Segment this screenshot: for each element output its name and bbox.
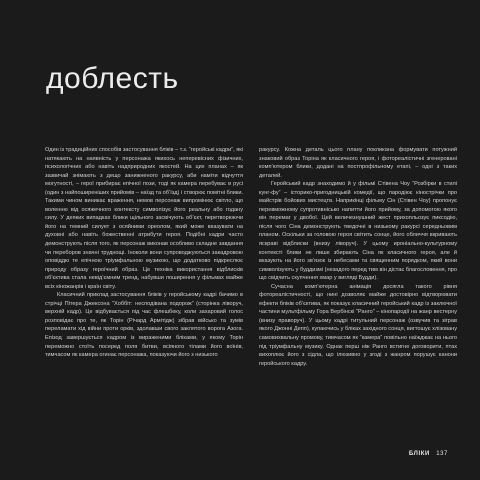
- paragraph: Геройський кадр знаходимо й у фільмі Стівена Чоу “Розбірки в стилі кунг-фу” – історико-пригодницькій комедії, що пародіює кінострічки про майстрів бойових мистецтв. Наприкінці фільму Сін (Стівен Чоу) пропонує перевможному супротивнісько напитти його прийому, за допомогою якого він перемаг у двобої. Цей величезнушний жест прихопльозує пиксодію, після чого Сіна демонструють тведочні в низькому ракурсі середньовим планом. Оскільки за головою героя світить сонце, його обличчя вкривають яскраві відблиски (внизу ліворуч). У цьому ироніально-культурному контексті блики не лише збирають Сіна як класичного героя, але й вказують на його зв’язок із небесами та священним порядком, який вони символізують у буддизмі (незадого перед тим він дістає благословення, про що свідчить скупчення хмар у вигляді Будди).: [259, 181, 457, 282]
- right-text-column: [259, 146, 457, 368]
- paragraph: ракурсу. Кожна деталь цього плану покликана формувати потужний знаковий образ Торіна як класичного героя, і фотореалістичні згенеровані комп’ютером блики, додані на постпрофільному етапі, – одні з таких деталей.: [259, 147, 457, 179]
- left-text-column: [45, 146, 243, 360]
- page-footer: [409, 451, 448, 457]
- page-number: 137: [436, 451, 448, 457]
- paragraph: Один із традиційних способів застосування бліків – т.з. “геройські кадри”, які натякають на наявність у персонажа якихось неперевісних фізичних, психологічних або навіть надприродних якостей. На цих планах – як зазвичай знімають з дещо занижненого ракурсу, аби наміти відчуття могутності, – герої прибирає епічної пози, тоді як камера перебуває в русі (один з найпоширеніших прийомів – наїзд та об’їзд) і створює помітні блики. Такими чином виникає враження, немов персонаж випромінює світло, що воленню від осяжечного контексту символізує його реальну або годану силу. У деяких випадках блики щільного засвічують об’єкт, перетворюючи його на темний силует з осяйними ореолом, який може вказувати на духовні або навіть божественні атрибути героя. Подібні кадри часто демонструють після того, як персонаж виконав особливо складне завдання чи переборов значні труднощі. Іноколи вони супроводжуються закадровою оповіддю те епічною тріумфальною музикою, що додатково підкреслює природу образу героїчний образ. Це техніка використання відблисків об’єктива стала невід’ємним тренд, набувши поширення у фільмах майже всіх кіножанрів і країн світу.: [45, 147, 243, 290]
- paragraph: Сучасна комп’ютерна анімація досягла такого рівня фотореалістичності, що нині дозволяє майже достовірно відтворювати ефекти бліків об’єктива, як показує класичний геройський кадр із заключної частини мультфільму Гора Вербінскі “Ранго” – кінопародії на жанр вестерну (внизу праворуч). У цьому кадрі титульний персонаж (озвучив та зіграв якого Джонні Депп), купаючись у бліках західного сонця, вигтошує хлізовану самовихвальну промову, тимчасом як “камера” повільно наїжджає на нього під тріумфальну музику. Однак перш ніж Ранго встигне договорити, птах вихоплює його з сідла, що ілюзивно у згоді з жанром порушує канони геройського кадру.: [259, 283, 457, 367]
- section-label: БЛІКИ: [408, 451, 430, 457]
- paragraph: Класичний приклад застосування бліків у геройському кадрі бачимо в стрічці Пітера Джексона “Хоббіт: несподівана подорож” (сторінка ліворуч, верхній кадр). Це відбувається під час флешбеку, коли захаровий голос розповідає про те, як Торін (Річард Армітідж) зібрав військо та зумів переламати хід війни проти орків, здолавши свого заклятого ворога Азога. Епізод завершується кадром із вираженими бліками, у якому Торін переможно стоїть посеред поля битви, всіяного тілами його воїнів, тимчасом як камера огинає персонажа, показуючи його з низького: [45, 292, 243, 359]
- page-title: доблесть: [46, 62, 179, 95]
